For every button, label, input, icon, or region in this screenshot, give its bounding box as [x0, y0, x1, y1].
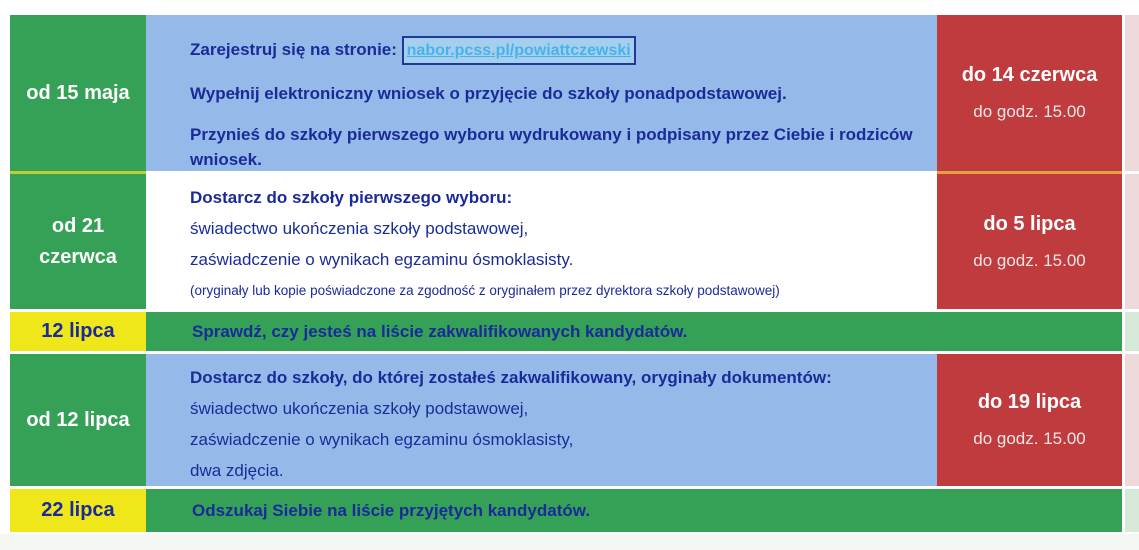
right-edge-strip-row1	[1125, 15, 1139, 171]
deadline-date-row4: do 19 lipca	[977, 391, 1082, 413]
below-table-background	[0, 534, 1139, 550]
deadline-time-row4: do godz. 15.00	[973, 429, 1086, 448]
task-row1-line2: Wypełnij elektroniczny wniosek o przyjęcie do szkoły ponadpodstawowej.	[190, 84, 787, 103]
deadline-cell-row2	[937, 174, 1122, 309]
right-edge-strip-row5	[1125, 489, 1139, 532]
task-cell-row4	[146, 354, 937, 486]
date-cell-row5	[10, 489, 146, 532]
deadline-time-row2: do godz. 15.00	[973, 250, 1086, 270]
date-label-row2: od 21 czerwca	[39, 214, 117, 268]
task-row2-line3: zaświadczenie o wynikach egzaminu ósmoklasisty.	[190, 250, 574, 269]
date-label-row3: 12 lipca	[41, 320, 115, 342]
deadline-time-row1: do godz. 15.00	[973, 102, 1086, 121]
deadline-date-row1: do 14 czerwca	[961, 64, 1098, 86]
date-label-row5: 22 lipca	[41, 499, 115, 521]
task-row2-note: (oryginały lub kopie poświadczone za zgodność z oryginałem przez dyrektora szkoły podstawowej)	[190, 283, 780, 298]
task-cell-row2	[146, 174, 937, 309]
task-row1-line3: Przynieś do szkoły pierwszego wyboru wydrukowany i podpisany przez Ciebie i rodziców wniosek.	[190, 125, 913, 169]
task-row1-line1	[190, 36, 917, 65]
deadline-cell-row1	[937, 15, 1122, 171]
task-cell-row1	[146, 15, 937, 171]
banner-text-row5: Odszukaj Siebie na liście przyjętych kandydatów.	[192, 500, 591, 520]
date-cell-row1	[10, 15, 146, 171]
banner-cell-row5	[146, 489, 1122, 532]
task-row2-line1: Dostarcz do szkoły pierwszego wyboru:	[190, 188, 513, 207]
right-edge-strip-row2	[1125, 174, 1139, 309]
registration-link[interactable]: nabor.pcss.pl/powiattczewski	[402, 36, 636, 65]
task-row2-line2: świadectwo ukończenia szkoły podstawowej,	[190, 219, 529, 238]
date-cell-row3	[10, 312, 146, 351]
date-label-row1: od 15 maja	[26, 81, 130, 104]
banner-text-row3: Sprawdź, czy jesteś na liście zakwalifikowanych kandydatów.	[192, 321, 688, 341]
deadline-cell-row4	[937, 354, 1122, 486]
date-cell-row4	[10, 354, 146, 486]
right-edge-strip-row4	[1125, 354, 1139, 486]
task-row4-line4: dwa zdjęcia.	[190, 461, 284, 480]
task-row4-line3: zaświadczenie o wynikach egzaminu ósmoklasisty,	[190, 430, 574, 449]
date-cell-row2	[10, 174, 146, 309]
register-instruction-text: Zarejestruj się na stronie:	[190, 40, 402, 59]
task-row4-line2: świadectwo ukończenia szkoły podstawowej,	[190, 399, 529, 418]
deadline-date-row2: do 5 lipca	[983, 212, 1076, 235]
banner-cell-row3	[146, 312, 1122, 351]
date-label-row4: od 12 lipca	[26, 408, 130, 431]
task-row4-line1: Dostarcz do szkoły, do której zostałeś zakwalifikowany, oryginały dokumentów:	[190, 368, 832, 387]
right-edge-strip-row3	[1125, 312, 1139, 351]
